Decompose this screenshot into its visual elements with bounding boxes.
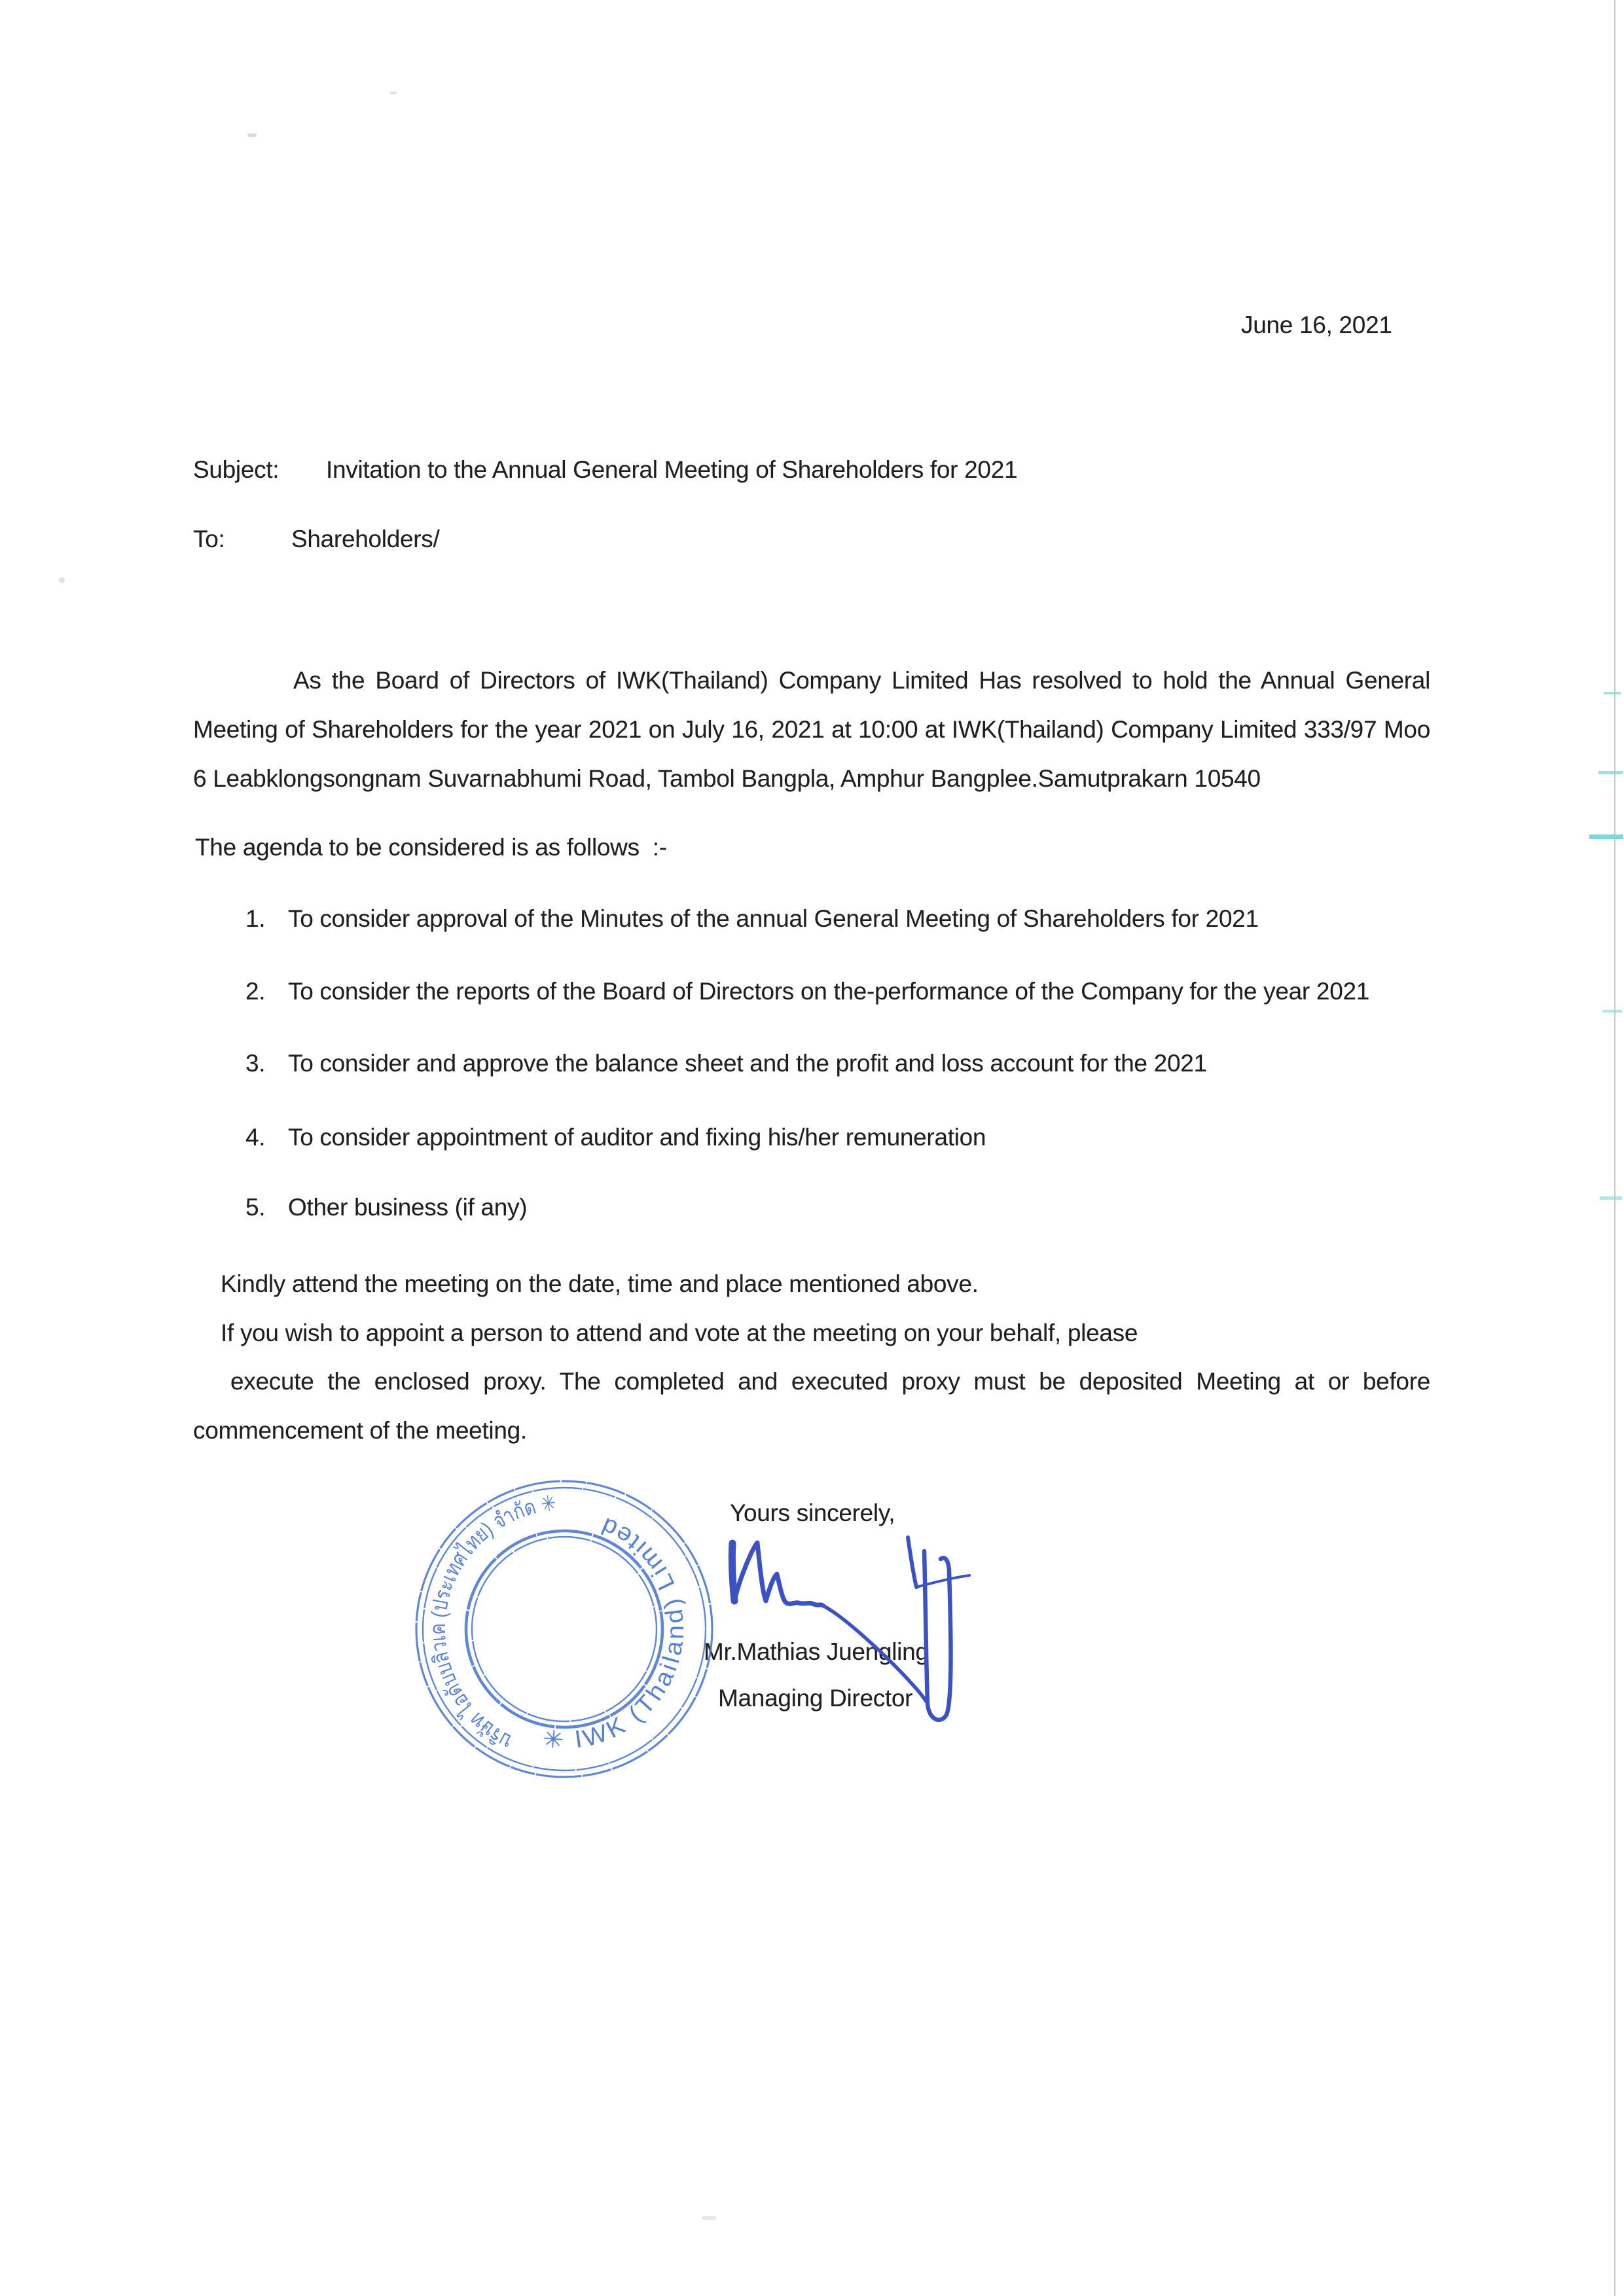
body-line-2: Meeting of Shareholders for the year 2021 on July 16, 2021 at 10:00 at IWK(Thailand) Company Limited 333/97 Moo bbox=[193, 716, 1430, 743]
agenda-item-number: 5. bbox=[245, 1194, 266, 1221]
body-line-1: As the Board of Directors of IWK(Thailand) Company Limited Has resolved to hold the Annual General bbox=[293, 667, 1430, 694]
scan-tick bbox=[1600, 1196, 1622, 1200]
scan-edge-line bbox=[1614, 0, 1615, 2296]
agenda-item-text: To consider and approve the balance sheet and the profit and loss account for the 2021 bbox=[288, 1050, 1207, 1077]
agenda-item-text: Other business (if any) bbox=[288, 1194, 528, 1221]
to-label: To: bbox=[193, 526, 225, 552]
stamp-latin-ring-text: ✳ IWK (Thailand) Limited bbox=[541, 1511, 689, 1754]
agenda-item-text: To consider the reports of the Board of Directors on the-performance of the Company for the year 2021 bbox=[288, 978, 1370, 1005]
company-stamp bbox=[407, 1472, 721, 1786]
signer-name: Mr.Mathias Juengling bbox=[704, 1638, 929, 1665]
agenda-item-number: 3. bbox=[245, 1050, 266, 1077]
subject-label: Subject: bbox=[193, 456, 280, 483]
body-line-3: 6 Leabklongsongnam Suvarnabhumi Road, Tambol Bangpla, Amphur Bangplee.Samutprakarn 10540 bbox=[193, 765, 1261, 792]
scan-speck bbox=[390, 92, 397, 94]
scan-speck bbox=[247, 134, 257, 137]
agenda-item-text: To consider appointment of auditor and fixing his/her remuneration bbox=[288, 1124, 986, 1151]
scan-speck bbox=[59, 577, 65, 583]
valediction: Yours sincerely, bbox=[730, 1499, 895, 1526]
stamp-thai-ring-text: บริษัท ไอดับบลิวเค (ประเทศไทย) จำกัด ✳ bbox=[425, 1490, 561, 1755]
to-text: Shareholders/ bbox=[291, 526, 440, 552]
agenda-item-number: 1. bbox=[245, 905, 266, 932]
letter-date: June 16, 2021 bbox=[1241, 312, 1392, 338]
scan-tick bbox=[1604, 692, 1621, 694]
agenda-item-number: 4. bbox=[245, 1124, 266, 1151]
scan-tick bbox=[1589, 834, 1623, 839]
scan-tick bbox=[1602, 1010, 1622, 1013]
agenda-intro: The agenda to be considered is as follows :- bbox=[195, 834, 667, 861]
closing-line-1: Kindly attend the meeting on the date, time and place mentioned above. bbox=[221, 1270, 979, 1297]
agenda-item-text: To consider approval of the Minutes of the annual General Meeting of Shareholders for 2021 bbox=[288, 905, 1259, 932]
scan-tick bbox=[1598, 771, 1623, 774]
signature bbox=[720, 1525, 982, 1734]
signer-title: Managing Director bbox=[718, 1685, 913, 1712]
agenda-item-number: 2. bbox=[245, 978, 266, 1005]
closing-line-2: If you wish to appoint a person to attend and vote at the meeting on your behalf, please bbox=[221, 1319, 1138, 1346]
scan-speck bbox=[702, 2216, 716, 2220]
subject-text: Invitation to the Annual General Meeting of Shareholders for 2021 bbox=[326, 456, 1018, 483]
closing-line-4: commencement of the meeting. bbox=[193, 1417, 527, 1444]
closing-line-3: execute the enclosed proxy. The completed and executed proxy must be deposited Meeting at or before bbox=[230, 1368, 1430, 1395]
